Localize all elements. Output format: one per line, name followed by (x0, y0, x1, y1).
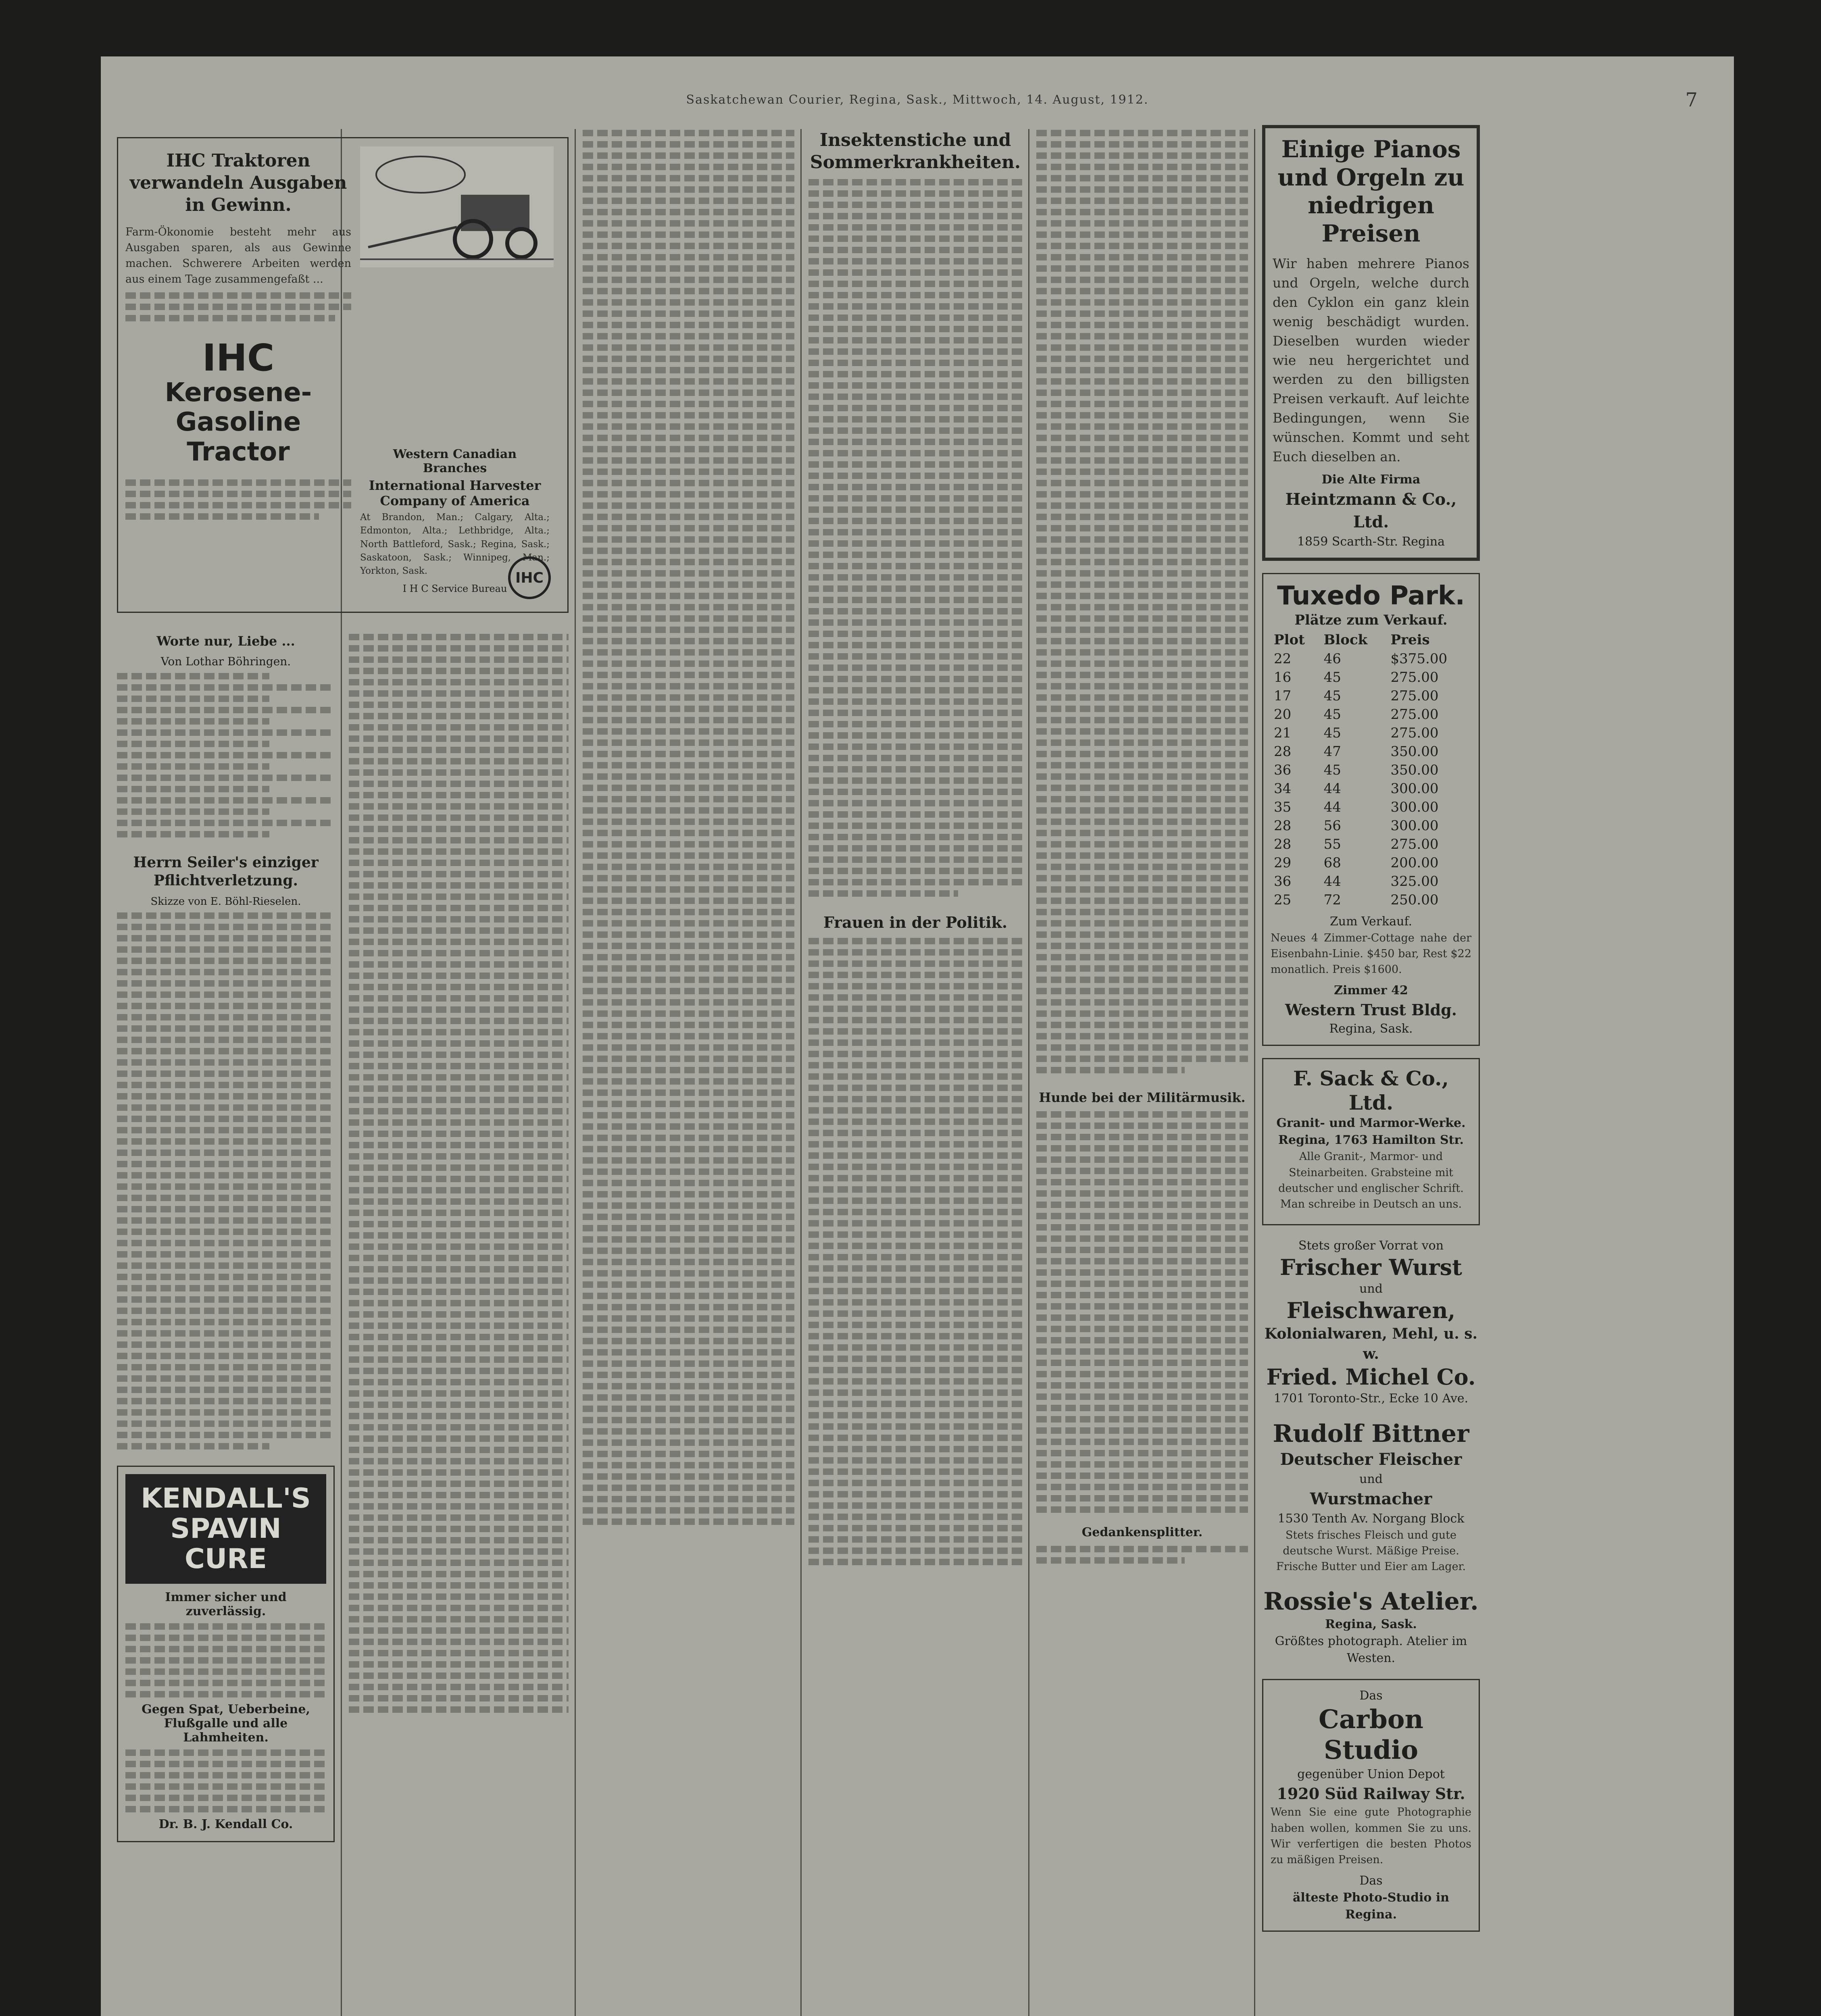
kendall-remedy: Gegen Spat, Ueberbeine, Flußgalle und alle Lahmheiten. (142, 1702, 310, 1745)
table-cell: 46 (1323, 650, 1341, 667)
table-cell: 275.00 (1390, 836, 1439, 852)
table-cell: 275.00 (1390, 687, 1439, 704)
sack-ad (1262, 1058, 1480, 1225)
kendall-maker: Dr. B. J. Kendall Co. (158, 1817, 293, 1832)
piano-address: 1859 Scarth-Str. Regina (1297, 534, 1445, 549)
table-row (1271, 835, 1471, 854)
table-cell: 300.00 (1390, 780, 1439, 797)
column-6-ads (1262, 125, 1726, 1944)
bittner-trade: Deutscher Fleischer (1280, 1450, 1462, 1469)
table-cell: 22 (1274, 650, 1292, 667)
poem-author: Von Lothar Böhringen. (160, 655, 291, 668)
column-header: Plot (1274, 631, 1305, 648)
table-row (1271, 816, 1471, 835)
svg-text:IHC: IHC (515, 570, 544, 586)
rossie-name: Rossie's Atelier. (1263, 1587, 1479, 1616)
table-cell: $375.00 (1390, 650, 1448, 667)
table-cell: 45 (1323, 725, 1341, 741)
table-cell: 36 (1274, 762, 1292, 778)
table-cell: 21 (1274, 725, 1292, 741)
michel-kolonial: Kolonialwaren, Mehl, u. s. w. (1264, 1325, 1478, 1362)
table-cell: 275.00 (1390, 725, 1439, 741)
rossie-city: Regina, Sask. (1325, 1617, 1417, 1631)
table-row (1271, 742, 1471, 761)
tuxedo-sale-label: Zum Verkauf. (1329, 914, 1413, 929)
michel-address: 1701 Toronto-Str., Ecke 10 Ave. (1273, 1391, 1469, 1406)
table-cell: 45 (1323, 669, 1341, 685)
kendall-brand: KENDALL'S SPAVIN CURE (125, 1474, 326, 1584)
table-cell: 28 (1274, 817, 1292, 834)
table-row (1271, 761, 1471, 779)
sack-name: F. Sack & Co., Ltd. (1293, 1066, 1449, 1115)
michel-line1: Stets großer Vorrat von (1298, 1239, 1444, 1253)
ihc-emblem-icon (505, 541, 554, 602)
ihc-company: International Harvester Company of America (369, 478, 541, 508)
table-cell: 44 (1323, 799, 1341, 815)
ihc-service: I H C Service Bureau (402, 583, 507, 594)
article-title: Herrn Seiler's einziger Pflichtverletzung. (133, 854, 319, 889)
column-5 (1036, 125, 1248, 1568)
michel-und: und (1359, 1281, 1383, 1296)
page-number: 7 (1685, 89, 1698, 111)
sack-trade: Granit- und Marmor-Werke. (1276, 1116, 1466, 1131)
lot-price-table (1271, 630, 1471, 909)
table-cell: 275.00 (1390, 669, 1439, 685)
carbon-studio-ad (1262, 1679, 1480, 1932)
carbon-footer1: Das (1359, 1873, 1383, 1888)
table-cell: 250.00 (1390, 891, 1439, 908)
ihc-intro: Farm-Ökonomie besteht mehr aus Ausgaben sparen, als aus Gewinne machen. Schwerere Arbeiten werden aus einem Tage zusammengefaßt ... (125, 226, 351, 286)
table-cell: 17 (1274, 687, 1292, 704)
piano-ad (1262, 125, 1480, 561)
tuxedo-trust: Western Trust Bldg. (1285, 1001, 1457, 1019)
table-cell: 36 (1274, 873, 1292, 889)
table-cell: 34 (1274, 780, 1292, 797)
carbon-footer2: älteste Photo-Studio in Regina. (1292, 1890, 1450, 1922)
carbon-das: Das (1359, 1688, 1383, 1703)
column-rule (800, 129, 802, 2016)
table-row (1271, 854, 1471, 872)
table-row (1271, 798, 1471, 816)
table-row (1271, 872, 1471, 891)
column-header: Preis (1390, 631, 1430, 648)
ihc-headline: IHC Traktoren verwandeln Ausgaben in Gewinn. (129, 150, 347, 215)
carbon-text: Wenn Sie eine gute Photographie haben wollen, kommen Sie zu uns. Wir verfertigen die besten Photos zu mäßigen Preisen. (1271, 1806, 1471, 1866)
column-2 (349, 629, 569, 1718)
bittner-und: und (1359, 1472, 1383, 1487)
tractor-illustration (360, 146, 554, 267)
bittner-text: Stets frisches Fleisch und gute deutsche Wurst. Mäßige Preise. Frische Butter und Eier am Lager. (1276, 1529, 1466, 1573)
tuxedo-title: Tuxedo Park. (1277, 581, 1465, 611)
piano-firm-label: Die Alte Firma (1321, 472, 1421, 487)
table-row (1271, 668, 1471, 687)
piano-text: Wir haben mehrere Pianos und Orgeln, welche durch den Cyklon ein ganz klein wenig beschädigt wurden. Dieselben wurden wieder wie neu hergerichtet und werden zu den billigsten Preisen verkauft. Auf leichte Bedingungen, wenn Sie wünschen. Kommt und seht Euch dieselben an. (1273, 256, 1469, 464)
sack-text: Alle Granit-, Marmor- und Steinarbeiten. Grabsteine mit deutscher und englischer Schrift. Man schreibe in Deutsch an uns. (1278, 1150, 1464, 1210)
column-3 (583, 125, 794, 1530)
tuxedo-room: Zimmer 42 (1334, 983, 1408, 998)
rossie-text: Größtes photograph. Atelier im Westen. (1275, 1634, 1467, 1665)
carbon-address: 1920 Süd Railway Str. (1277, 1785, 1465, 1803)
aphorism-title: Gedankensplitter. (1081, 1525, 1203, 1539)
table-row (1271, 705, 1471, 724)
ihc-branch-head: Western Canadian Branches (393, 447, 517, 475)
bittner-trade2: Wurstmacher (1310, 1489, 1432, 1509)
rossie-ad (1262, 1587, 1480, 1667)
tuxedo-park-ad (1262, 573, 1480, 1046)
bittner-ad (1262, 1419, 1480, 1574)
tuxedo-subtitle: Plätze zum Verkauf. (1294, 612, 1448, 629)
kendall-spavin-ad (117, 1466, 335, 1842)
column-rule (575, 129, 576, 2016)
column-rule (1028, 129, 1029, 2016)
kendall-slogan: Immer sicher und zuverlässig. (165, 1590, 287, 1619)
table-cell: 350.00 (1390, 762, 1439, 778)
poem-title: Worte nur, Liebe ... (156, 633, 295, 649)
table-row (1271, 687, 1471, 705)
table-cell: 45 (1323, 687, 1341, 704)
table-cell: 300.00 (1390, 799, 1439, 815)
table-row (1271, 891, 1471, 909)
table-cell: 47 (1323, 743, 1341, 760)
newspaper-page (101, 56, 1734, 2016)
table-cell: 275.00 (1390, 706, 1439, 723)
table-cell: 28 (1274, 743, 1292, 760)
column-1 (117, 629, 335, 1854)
piano-firm: Heintzmann & Co., Ltd. (1285, 489, 1457, 531)
table-cell: 20 (1274, 706, 1292, 723)
table-cell: 25 (1274, 891, 1292, 908)
tuxedo-cottage: Neues 4 Zimmer-Cottage nahe der Eisenbahn-Linie. $450 bar, Rest $22 monatlich. Preis $1600. (1271, 931, 1471, 976)
carbon-opposite: gegenüber Union Depot (1297, 1767, 1445, 1782)
bittner-address: 1530 Tenth Av. Norgang Block (1277, 1512, 1465, 1526)
table-cell: 56 (1323, 817, 1341, 834)
michel-ad (1262, 1237, 1480, 1407)
sack-address: Regina, 1763 Hamilton Str. (1278, 1133, 1464, 1148)
table-row (1271, 724, 1471, 742)
table-cell: 72 (1323, 891, 1341, 908)
tuxedo-city: Regina, Sask. (1329, 1022, 1413, 1036)
ihc-branches: At Brandon, Man.; Calgary, Alta.; Edmonton, Alta.; Lethbridge, Alta.; North Battleford, Sask.; Regina, Sask.; Saskatoon, Sask.; Winnipeg, Man.; Yorkton, Sask. (360, 512, 550, 577)
ihc-brand: IHC (202, 336, 275, 379)
bittner-name: Rudolf Bittner (1273, 1420, 1469, 1448)
table-cell: 28 (1274, 836, 1292, 852)
politics-article-title: Frauen in der Politik. (823, 913, 1008, 931)
table-cell: 44 (1323, 873, 1341, 889)
military-article-title: Hunde bei der Militärmusik. (1039, 1090, 1246, 1105)
table-cell: 44 (1323, 780, 1341, 797)
carbon-name: Carbon Studio (1318, 1704, 1424, 1766)
masthead: Saskatchewan Courier, Regina, Sask., Mittwoch, 14. August, 1912. (686, 93, 1149, 107)
table-cell: 45 (1323, 706, 1341, 723)
table-cell: 350.00 (1390, 743, 1439, 760)
table-cell: 29 (1274, 854, 1292, 871)
table-cell: 68 (1323, 854, 1341, 871)
ihc-tractor-ad (117, 137, 569, 613)
table-cell: 300.00 (1390, 817, 1439, 834)
michel-name: Fried. Michel Co. (1266, 1364, 1476, 1390)
table-cell: 16 (1274, 669, 1292, 685)
table-cell: 35 (1274, 799, 1292, 815)
table-cell: 55 (1323, 836, 1341, 852)
table-row (1271, 779, 1471, 798)
column-4 (808, 125, 1022, 1570)
michel-fleisch: Fleischwaren, (1286, 1297, 1456, 1323)
article-author: Skizze von E. Böhl-Rieselen. (150, 896, 301, 908)
column-rule (1254, 129, 1255, 2016)
table-row (1271, 650, 1471, 668)
michel-wurst: Frischer Wurst (1279, 1254, 1462, 1281)
insect-article-title: Insektenstiche und Sommerkrankheiten. (810, 130, 1021, 173)
piano-headline: Einige Pianos und Orgeln zu niedrigen Preisen (1277, 135, 1465, 247)
table-cell: 200.00 (1390, 854, 1439, 871)
ihc-product: Kerosene-Gasoline Tractor (165, 377, 312, 467)
table-cell: 45 (1323, 762, 1341, 778)
column-header: Block (1323, 631, 1368, 648)
table-cell: 325.00 (1390, 873, 1439, 889)
